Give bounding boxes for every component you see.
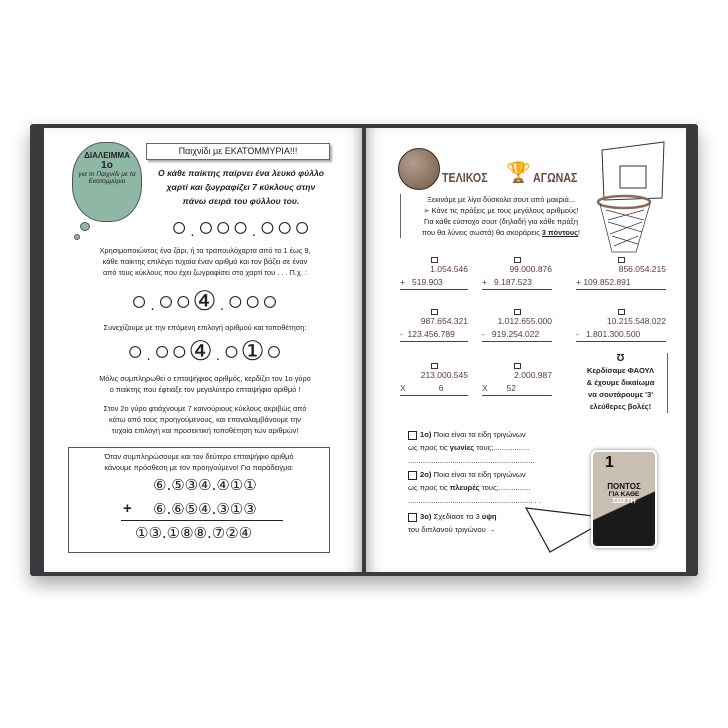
text-line: Ποια είναι τα είδη τριγώνων	[431, 430, 526, 439]
operation	[400, 254, 468, 290]
text-line: Κερδίσαμε ΦΑΟΥΛ	[586, 366, 655, 375]
operand-b: - 123.456.789	[400, 328, 468, 342]
final-title-b: ΑΓΩΝΑΣ	[533, 170, 578, 185]
question-2	[408, 468, 588, 507]
operand-a: 99.000.876	[509, 264, 552, 274]
operand-a: 10.215.548.022	[606, 316, 666, 326]
operand-b: + 9.187.523	[482, 276, 552, 290]
para-round2	[60, 403, 350, 436]
circles-example-2: ○.○○④.○①○	[126, 336, 284, 367]
text-line: Για κάθε εύστοχο σουτ (δηλαδή για κάθε πράξη	[423, 217, 579, 226]
question-3	[408, 510, 538, 536]
question-checkbox[interactable]	[408, 513, 417, 522]
operation	[482, 306, 552, 342]
question-number: 2ο)	[420, 470, 432, 479]
text-line: Ξεκινάμε με λίγα δύσκολα σουτ από μακριά...	[427, 195, 575, 204]
question-checkbox[interactable]	[408, 471, 417, 480]
operand-b: - 1.801.300.500	[576, 328, 666, 342]
break-cloud	[72, 142, 142, 222]
keyword: γωνίες	[449, 443, 475, 452]
text-line: κάτω από τους προηγούμενους, και επαναλαμβάνουμε την	[109, 415, 301, 424]
text-line: κάθε παίκτης επιλέγει τυχαία έναν αριθμό και τον βάζει σε έναν	[102, 257, 308, 266]
circles-example-1: ○.○○④.○○○	[130, 286, 280, 317]
game-title: Παιχνίδι με ΕΚΑΤΟΜΜΥΡΙΑ!!!	[146, 143, 330, 160]
text-line: Σχεδίασε τα 3	[431, 512, 482, 521]
question-checkbox[interactable]	[408, 431, 417, 440]
intro-text	[146, 166, 336, 208]
operand-a: 213.000.545	[420, 370, 468, 380]
basketball-hoop-icon	[592, 140, 672, 260]
operand-a: 987.654.321	[420, 316, 468, 326]
addition-example-box	[68, 447, 330, 553]
cloud-subtitle: για το Παιχνίδι με τα Εκατομμύρια	[78, 171, 136, 185]
text-line: χαρτί και ζωγραφίζει 7 κύκλους στην	[166, 182, 316, 192]
cloud-title: ΔΙΑΛΕΙΜΜΑ	[84, 151, 130, 160]
text-line: ο παίκτης που έφτιαξε τον μεγαλύτερο επταψήφιο αριθμό !	[109, 385, 301, 394]
operation	[482, 360, 552, 396]
operand-b: X 6	[400, 382, 468, 396]
sum-result: ①③.①⑧⑧.⑦②④	[135, 524, 253, 542]
operand-b: X 52	[482, 382, 552, 396]
basketball-icon	[398, 148, 440, 190]
cloud-bubble	[80, 222, 90, 231]
cloud-bubble	[74, 234, 80, 240]
text-line: πάνω σειρά του φύλλου του.	[182, 196, 300, 206]
operand-a: 1.012.655.000	[497, 316, 552, 326]
operand-b: - 919.254.022	[482, 328, 552, 342]
text-line: Χρησιμοποιώντας ένα ζάρι, ή τα τραπουλόχαρτα από το 1 έως 9,	[99, 246, 311, 255]
points-highlight: 3 πόντους	[541, 228, 579, 237]
operation	[400, 306, 468, 342]
text-line: Ποια είναι τα είδη τριγώνων	[431, 470, 526, 479]
text-line: που θα λύνεις σωστά) θα σκοράρεις	[421, 228, 542, 237]
text-line: ➢ Κάνε τις πράξεις με τους μεγάλους αριθμούς!	[423, 206, 579, 215]
text-line: & έχουμε δικαίωμα	[586, 378, 655, 387]
circles-empty: ○.○○○.○○○	[170, 212, 312, 243]
operation	[482, 254, 552, 290]
answer-line[interactable]: ............................................................	[408, 456, 535, 465]
answer-line[interactable]: τους;...............	[479, 483, 531, 492]
points-card	[591, 450, 657, 548]
trophy-icon: 🏆	[506, 162, 531, 184]
answer-line[interactable]: ........................................................... . .	[408, 496, 541, 505]
card-text: ΓΙΑ ΚΑΘΕ	[608, 491, 640, 498]
operand-b: + 109.852.891	[576, 276, 666, 290]
addend-2: ⑥.⑥⑤④.③①③	[153, 500, 257, 518]
card-number: 1	[605, 454, 614, 471]
foul-icon: Ʊ	[616, 353, 625, 364]
addend-1: ⑥.⑤③④.④①①	[153, 476, 257, 494]
text-line: από τους κύκλους που έχει ζωγραφίσει στο χαρτί του . . . Π.χ. :	[103, 268, 307, 277]
operand-b: + 519.903	[400, 276, 468, 290]
text-line: κάνουμε πρόσθεση με τον προηγούμενο! Για παράδειγμα:	[104, 463, 294, 472]
text-line: Μόλις συμπληρωθεί ο επταψήφιος αριθμός, κερδίζει τον 1ο γύρο	[99, 374, 311, 383]
text-line: ελεύθερες βολές!	[589, 402, 652, 411]
question-number: 3ο)	[420, 512, 432, 521]
operation	[576, 306, 666, 342]
operation	[576, 254, 666, 290]
text-line: Στον 2ο γύρο φτιάχνουμε 7 καινούριους κύκλους ακριβώς από	[103, 404, 307, 413]
answer-line[interactable]: τους;.................	[474, 443, 530, 452]
text-line: του διπλανού τριγώνου →	[408, 525, 496, 534]
para-continue: Συνεχίζουμε με την επόμενη επιλογή αριθμού και τοποθέτηση:	[103, 323, 307, 332]
text-line: !	[578, 228, 581, 237]
final-intro	[400, 194, 598, 238]
cloud-number: 1ο	[101, 160, 113, 171]
text-line: ως προς τις	[408, 483, 450, 492]
keyword: ύψη	[481, 512, 497, 521]
para-round1	[60, 373, 350, 395]
text-line: Όταν συμπληρώσουμε και τον δεύτερο επταψήφιο αριθμό	[104, 452, 294, 461]
question-1	[408, 428, 588, 467]
card-text: ΠΟΝΤΟΣ	[607, 482, 641, 491]
text-line: να σουτάρουμε '3'	[587, 390, 654, 399]
question-number: 1ο)	[420, 430, 432, 439]
plus-sign: +	[123, 500, 132, 517]
operand-a: 856.054.215	[618, 264, 666, 274]
text-line: Ο κάθε παίκτης παίρνει ένα λευκό φύλλο	[158, 168, 324, 178]
text-line: τυχαία επιλογή και προσεκτική τοποθέτηση των αριθμών!	[111, 426, 299, 435]
keyword: πλευρές	[449, 483, 480, 492]
card-text: ΣΩΣΤΗ	[612, 498, 636, 505]
operand-a: 1.054.546	[430, 264, 468, 274]
para-dice	[60, 245, 350, 278]
final-title-a: ΤΕΛΙΚΟΣ	[442, 170, 488, 185]
operation	[400, 360, 468, 396]
sum-line	[121, 520, 283, 521]
foul-panel	[574, 353, 668, 413]
text-line: ως προς τις	[408, 443, 450, 452]
operand-a: 2.000.987	[514, 370, 552, 380]
